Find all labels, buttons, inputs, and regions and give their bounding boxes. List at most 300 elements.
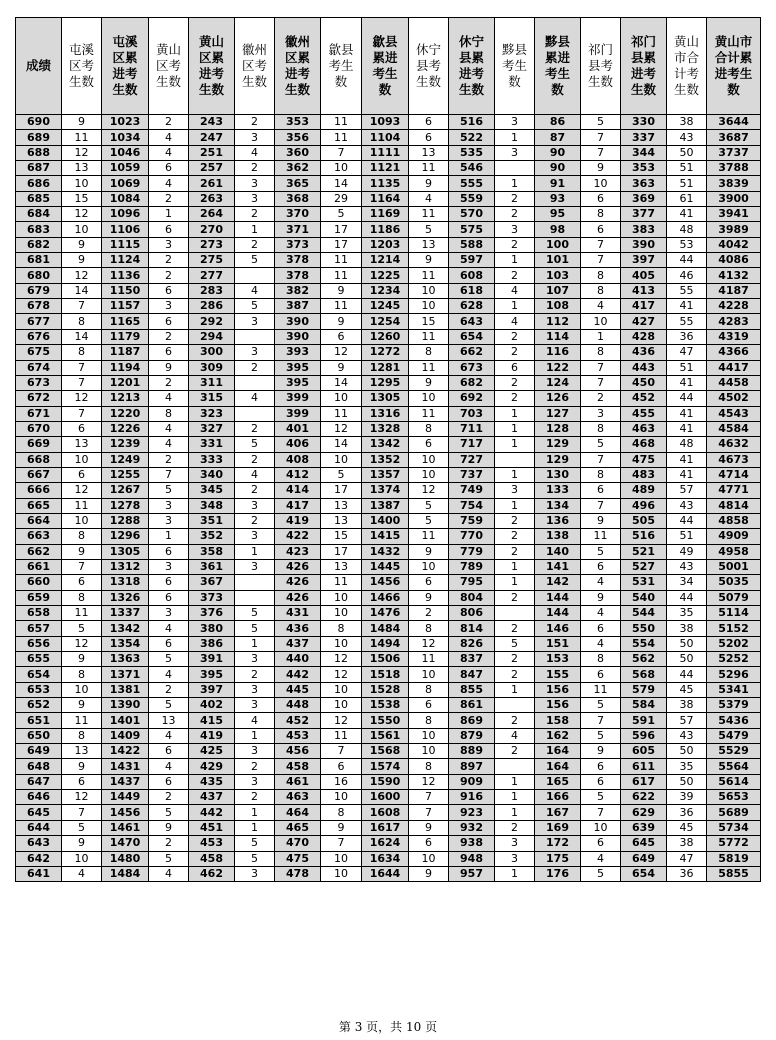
count-cell: 1220 xyxy=(102,406,149,421)
count-cell: 11 xyxy=(409,207,449,222)
count-cell: 323 xyxy=(189,406,235,421)
count-cell: 17 xyxy=(321,237,362,252)
count-cell: 938 xyxy=(449,836,495,851)
score-cell: 682 xyxy=(16,237,62,252)
count-cell: 6 xyxy=(149,744,189,759)
table-row xyxy=(16,329,761,344)
table-row xyxy=(16,283,761,298)
count-cell: 2 xyxy=(495,391,535,406)
count-cell: 11 xyxy=(321,406,362,421)
count-cell: 443 xyxy=(621,360,667,375)
count-cell: 1337 xyxy=(102,606,149,621)
count-cell: 596 xyxy=(621,728,667,743)
count-cell: 5 xyxy=(235,836,275,851)
count-cell: 464 xyxy=(275,805,321,820)
count-cell: 380 xyxy=(189,621,235,636)
count-cell: 4584 xyxy=(707,421,761,436)
count-cell: 2 xyxy=(495,667,535,682)
count-cell: 682 xyxy=(449,375,495,390)
count-cell: 1480 xyxy=(102,851,149,866)
score-cell: 654 xyxy=(16,667,62,682)
table-row xyxy=(16,222,761,237)
count-cell: 3 xyxy=(495,222,535,237)
count-cell: 13 xyxy=(409,145,449,160)
count-cell: 5 xyxy=(409,498,449,513)
count-cell: 3 xyxy=(235,866,275,881)
count-cell: 169 xyxy=(535,820,581,835)
count-cell: 759 xyxy=(449,513,495,528)
count-cell: 4 xyxy=(235,391,275,406)
table-row xyxy=(16,744,761,759)
count-cell: 365 xyxy=(275,176,321,191)
count-cell: 1179 xyxy=(102,329,149,344)
table-row xyxy=(16,191,761,206)
count-cell: 1456 xyxy=(102,805,149,820)
count-cell: 4417 xyxy=(707,360,761,375)
count-cell: 50 xyxy=(667,744,707,759)
count-cell: 948 xyxy=(449,851,495,866)
count-cell: 3788 xyxy=(707,161,761,176)
count-cell: 6 xyxy=(149,544,189,559)
count-cell: 10 xyxy=(409,283,449,298)
count-cell: 294 xyxy=(189,329,235,344)
count-cell: 795 xyxy=(449,575,495,590)
count-cell: 10 xyxy=(409,728,449,743)
count-cell: 8 xyxy=(581,283,621,298)
count-cell: 4958 xyxy=(707,544,761,559)
count-cell: 1538 xyxy=(362,698,409,713)
count-cell: 138 xyxy=(535,529,581,544)
count-cell: 6 xyxy=(62,421,102,436)
count-cell: 358 xyxy=(189,544,235,559)
count-cell: 1093 xyxy=(362,115,409,130)
count-cell: 14 xyxy=(321,375,362,390)
count-cell: 155 xyxy=(535,667,581,682)
count-cell: 286 xyxy=(189,299,235,314)
count-cell: 814 xyxy=(449,621,495,636)
table-row xyxy=(16,836,761,851)
count-cell: 1456 xyxy=(362,575,409,590)
count-cell: 4673 xyxy=(707,452,761,467)
count-cell: 8 xyxy=(409,682,449,697)
count-cell: 90 xyxy=(535,145,581,160)
count-cell: 116 xyxy=(535,345,581,360)
count-cell xyxy=(235,575,275,590)
count-cell: 9 xyxy=(62,544,102,559)
score-cell: 674 xyxy=(16,360,62,375)
count-cell: 292 xyxy=(189,314,235,329)
score-cell: 673 xyxy=(16,375,62,390)
count-cell: 6 xyxy=(409,115,449,130)
count-cell: 475 xyxy=(621,452,667,467)
count-cell: 4858 xyxy=(707,513,761,528)
count-cell: 1 xyxy=(235,636,275,651)
count-cell: 8 xyxy=(581,467,621,482)
score-cell: 661 xyxy=(16,559,62,574)
count-cell: 10 xyxy=(321,636,362,651)
count-cell: 1023 xyxy=(102,115,149,130)
count-cell: 7 xyxy=(581,805,621,820)
count-cell xyxy=(495,161,535,176)
count-cell: 5529 xyxy=(707,744,761,759)
count-cell: 87 xyxy=(535,130,581,145)
score-cell: 655 xyxy=(16,652,62,667)
count-cell: 6 xyxy=(149,345,189,360)
count-cell: 382 xyxy=(275,283,321,298)
count-cell: 1214 xyxy=(362,253,409,268)
count-cell: 3737 xyxy=(707,145,761,160)
count-cell: 5 xyxy=(235,437,275,452)
count-cell: 9 xyxy=(62,652,102,667)
count-cell: 9 xyxy=(149,820,189,835)
count-cell: 1046 xyxy=(102,145,149,160)
score-table xyxy=(15,17,761,882)
count-cell: 1150 xyxy=(102,283,149,298)
count-cell: 461 xyxy=(275,774,321,789)
column-header: 黄山 区考 生数 xyxy=(149,18,189,115)
count-cell: 12 xyxy=(321,345,362,360)
count-cell: 1226 xyxy=(102,421,149,436)
count-cell: 47 xyxy=(667,345,707,360)
count-cell: 127 xyxy=(535,406,581,421)
count-cell: 162 xyxy=(535,728,581,743)
count-cell: 1409 xyxy=(102,728,149,743)
count-cell: 134 xyxy=(535,498,581,513)
score-cell: 657 xyxy=(16,621,62,636)
count-cell: 1203 xyxy=(362,237,409,252)
count-cell: 639 xyxy=(621,820,667,835)
count-cell: 568 xyxy=(621,667,667,682)
count-cell: 2 xyxy=(495,652,535,667)
count-cell: 9 xyxy=(581,744,621,759)
table-row xyxy=(16,606,761,621)
count-cell: 3 xyxy=(495,836,535,851)
count-cell: 1484 xyxy=(102,866,149,881)
count-cell: 57 xyxy=(667,713,707,728)
count-cell: 156 xyxy=(535,682,581,697)
count-cell: 8 xyxy=(581,421,621,436)
count-cell: 153 xyxy=(535,652,581,667)
count-cell: 662 xyxy=(449,345,495,360)
count-cell: 13 xyxy=(149,713,189,728)
count-cell: 2 xyxy=(235,237,275,252)
count-cell: 12 xyxy=(321,667,362,682)
count-cell: 6 xyxy=(62,774,102,789)
count-cell: 130 xyxy=(535,467,581,482)
count-cell: 1305 xyxy=(102,544,149,559)
count-cell: 3 xyxy=(149,237,189,252)
count-cell: 3 xyxy=(235,314,275,329)
count-cell: 391 xyxy=(189,652,235,667)
count-cell: 1608 xyxy=(362,805,409,820)
count-cell: 43 xyxy=(667,559,707,574)
count-cell: 41 xyxy=(667,207,707,222)
count-cell: 505 xyxy=(621,513,667,528)
count-cell: 12 xyxy=(321,421,362,436)
count-cell: 165 xyxy=(535,774,581,789)
count-cell: 3 xyxy=(581,406,621,421)
count-cell: 8 xyxy=(62,345,102,360)
count-cell: 395 xyxy=(275,360,321,375)
count-cell: 9 xyxy=(62,115,102,130)
count-cell: 4502 xyxy=(707,391,761,406)
count-cell: 855 xyxy=(449,682,495,697)
count-cell: 2 xyxy=(235,452,275,467)
count-cell: 4283 xyxy=(707,314,761,329)
count-cell: 3644 xyxy=(707,115,761,130)
count-cell: 559 xyxy=(449,191,495,206)
count-cell: 575 xyxy=(449,222,495,237)
count-cell: 43 xyxy=(667,498,707,513)
count-cell: 373 xyxy=(189,590,235,605)
count-cell: 4 xyxy=(581,636,621,651)
count-cell: 4 xyxy=(495,728,535,743)
count-cell: 1312 xyxy=(102,559,149,574)
score-cell: 659 xyxy=(16,590,62,605)
count-cell: 1 xyxy=(495,421,535,436)
count-cell: 12 xyxy=(62,483,102,498)
count-cell: 531 xyxy=(621,575,667,590)
count-cell: 7 xyxy=(62,299,102,314)
count-cell: 909 xyxy=(449,774,495,789)
count-cell: 5 xyxy=(62,621,102,636)
count-cell: 6 xyxy=(321,329,362,344)
score-column-header: 成绩 xyxy=(16,18,62,115)
count-cell: 41 xyxy=(667,421,707,436)
table-row xyxy=(16,774,761,789)
count-cell: 4 xyxy=(149,759,189,774)
count-cell: 426 xyxy=(275,575,321,590)
count-cell: 426 xyxy=(275,559,321,574)
count-cell: 1115 xyxy=(102,237,149,252)
count-cell: 2 xyxy=(495,329,535,344)
count-cell: 264 xyxy=(189,207,235,222)
score-cell: 641 xyxy=(16,866,62,881)
count-cell: 5 xyxy=(235,851,275,866)
count-cell: 3 xyxy=(495,115,535,130)
count-cell: 1 xyxy=(149,207,189,222)
count-cell: 360 xyxy=(275,145,321,160)
count-cell: 98 xyxy=(535,222,581,237)
score-cell: 648 xyxy=(16,759,62,774)
count-cell: 3 xyxy=(235,345,275,360)
score-cell: 658 xyxy=(16,606,62,621)
count-cell: 1034 xyxy=(102,130,149,145)
count-cell: 44 xyxy=(667,391,707,406)
count-cell: 6 xyxy=(149,222,189,237)
count-cell: 12 xyxy=(62,207,102,222)
count-cell: 932 xyxy=(449,820,495,835)
count-cell: 1 xyxy=(495,299,535,314)
count-cell: 38 xyxy=(667,836,707,851)
count-cell: 749 xyxy=(449,483,495,498)
table-row xyxy=(16,345,761,360)
count-cell: 11 xyxy=(409,406,449,421)
table-row xyxy=(16,452,761,467)
count-cell: 14 xyxy=(321,437,362,452)
count-cell: 4 xyxy=(495,314,535,329)
count-cell: 10 xyxy=(409,299,449,314)
count-cell: 5379 xyxy=(707,698,761,713)
count-cell: 1 xyxy=(495,467,535,482)
count-cell: 7 xyxy=(149,467,189,482)
count-cell: 2 xyxy=(235,667,275,682)
count-cell: 247 xyxy=(189,130,235,145)
count-cell: 451 xyxy=(189,820,235,835)
count-cell: 39 xyxy=(667,790,707,805)
count-cell: 129 xyxy=(535,437,581,452)
count-cell: 1342 xyxy=(102,621,149,636)
table-row xyxy=(16,360,761,375)
count-cell: 4 xyxy=(149,391,189,406)
count-cell: 1574 xyxy=(362,759,409,774)
count-cell: 1342 xyxy=(362,437,409,452)
count-cell: 5 xyxy=(149,652,189,667)
count-cell: 49 xyxy=(667,544,707,559)
count-cell: 140 xyxy=(535,544,581,559)
count-cell: 437 xyxy=(189,790,235,805)
count-cell: 605 xyxy=(621,744,667,759)
count-cell: 3 xyxy=(495,483,535,498)
count-cell: 356 xyxy=(275,130,321,145)
count-cell: 1590 xyxy=(362,774,409,789)
count-cell: 1466 xyxy=(362,590,409,605)
count-cell: 1387 xyxy=(362,498,409,513)
count-cell: 429 xyxy=(189,759,235,774)
count-cell: 2 xyxy=(495,590,535,605)
count-cell: 1415 xyxy=(362,529,409,544)
table-row xyxy=(16,790,761,805)
count-cell: 17 xyxy=(321,483,362,498)
count-cell: 462 xyxy=(189,866,235,881)
count-cell: 36 xyxy=(667,329,707,344)
count-cell: 2 xyxy=(495,744,535,759)
count-cell: 4 xyxy=(581,606,621,621)
count-cell: 869 xyxy=(449,713,495,728)
count-cell: 1374 xyxy=(362,483,409,498)
count-cell: 1 xyxy=(495,130,535,145)
count-cell: 4 xyxy=(149,866,189,881)
table-row xyxy=(16,667,761,682)
count-cell: 13 xyxy=(321,513,362,528)
count-cell: 7 xyxy=(581,498,621,513)
count-cell: 327 xyxy=(189,421,235,436)
count-cell: 11 xyxy=(409,161,449,176)
count-cell: 2 xyxy=(149,375,189,390)
count-cell: 1357 xyxy=(362,467,409,482)
count-cell: 1157 xyxy=(102,299,149,314)
count-cell: 1135 xyxy=(362,176,409,191)
count-cell: 353 xyxy=(621,161,667,176)
score-cell: 647 xyxy=(16,774,62,789)
score-cell: 676 xyxy=(16,329,62,344)
count-cell: 4 xyxy=(149,621,189,636)
count-cell: 2 xyxy=(149,253,189,268)
score-cell: 660 xyxy=(16,575,62,590)
count-cell: 93 xyxy=(535,191,581,206)
count-cell: 108 xyxy=(535,299,581,314)
count-cell: 436 xyxy=(275,621,321,636)
count-cell: 6 xyxy=(149,314,189,329)
count-cell: 91 xyxy=(535,176,581,191)
count-cell: 1470 xyxy=(102,836,149,851)
count-cell: 3 xyxy=(149,299,189,314)
count-cell: 277 xyxy=(189,268,235,283)
count-cell: 442 xyxy=(189,805,235,820)
count-cell: 1104 xyxy=(362,130,409,145)
count-cell: 5 xyxy=(149,805,189,820)
count-cell: 4 xyxy=(495,283,535,298)
score-cell: 690 xyxy=(16,115,62,130)
count-cell: 5202 xyxy=(707,636,761,651)
count-cell: 1 xyxy=(495,253,535,268)
count-cell: 7 xyxy=(581,253,621,268)
count-cell: 112 xyxy=(535,314,581,329)
table-row xyxy=(16,559,761,574)
score-cell: 668 xyxy=(16,452,62,467)
count-cell: 283 xyxy=(189,283,235,298)
count-cell: 465 xyxy=(275,820,321,835)
count-cell: 5 xyxy=(149,483,189,498)
count-cell: 861 xyxy=(449,698,495,713)
count-cell: 5479 xyxy=(707,728,761,743)
count-cell: 5614 xyxy=(707,774,761,789)
count-cell: 1194 xyxy=(102,360,149,375)
count-cell: 43 xyxy=(667,130,707,145)
count-cell: 442 xyxy=(275,667,321,682)
count-cell: 7 xyxy=(321,145,362,160)
table-row xyxy=(16,406,761,421)
count-cell: 7 xyxy=(321,836,362,851)
count-cell: 5564 xyxy=(707,759,761,774)
count-cell: 1305 xyxy=(362,391,409,406)
count-cell: 6 xyxy=(581,483,621,498)
count-cell: 129 xyxy=(535,452,581,467)
count-cell: 458 xyxy=(275,759,321,774)
count-cell: 330 xyxy=(621,115,667,130)
count-cell: 1 xyxy=(495,559,535,574)
column-header: 休宁 县考 生数 xyxy=(409,18,449,115)
count-cell: 5 xyxy=(581,866,621,881)
count-cell: 7 xyxy=(581,360,621,375)
count-cell: 8 xyxy=(62,590,102,605)
count-cell: 12 xyxy=(409,774,449,789)
count-cell: 5689 xyxy=(707,805,761,820)
column-header: 黟县 考生 数 xyxy=(495,18,535,115)
table-row xyxy=(16,237,761,252)
score-cell: 675 xyxy=(16,345,62,360)
table-header xyxy=(16,18,761,115)
score-cell: 686 xyxy=(16,176,62,191)
count-cell: 1461 xyxy=(102,820,149,835)
count-cell: 13 xyxy=(321,559,362,574)
count-cell: 1316 xyxy=(362,406,409,421)
count-cell: 629 xyxy=(621,805,667,820)
table-row xyxy=(16,820,761,835)
count-cell: 1296 xyxy=(102,529,149,544)
score-cell: 665 xyxy=(16,498,62,513)
count-cell: 617 xyxy=(621,774,667,789)
count-cell: 9 xyxy=(409,544,449,559)
count-cell: 6 xyxy=(581,759,621,774)
count-cell: 8 xyxy=(409,621,449,636)
count-cell: 3 xyxy=(495,851,535,866)
count-cell: 5 xyxy=(581,728,621,743)
count-cell: 9 xyxy=(321,283,362,298)
count-cell: 3 xyxy=(235,744,275,759)
count-cell: 122 xyxy=(535,360,581,375)
count-cell: 1278 xyxy=(102,498,149,513)
